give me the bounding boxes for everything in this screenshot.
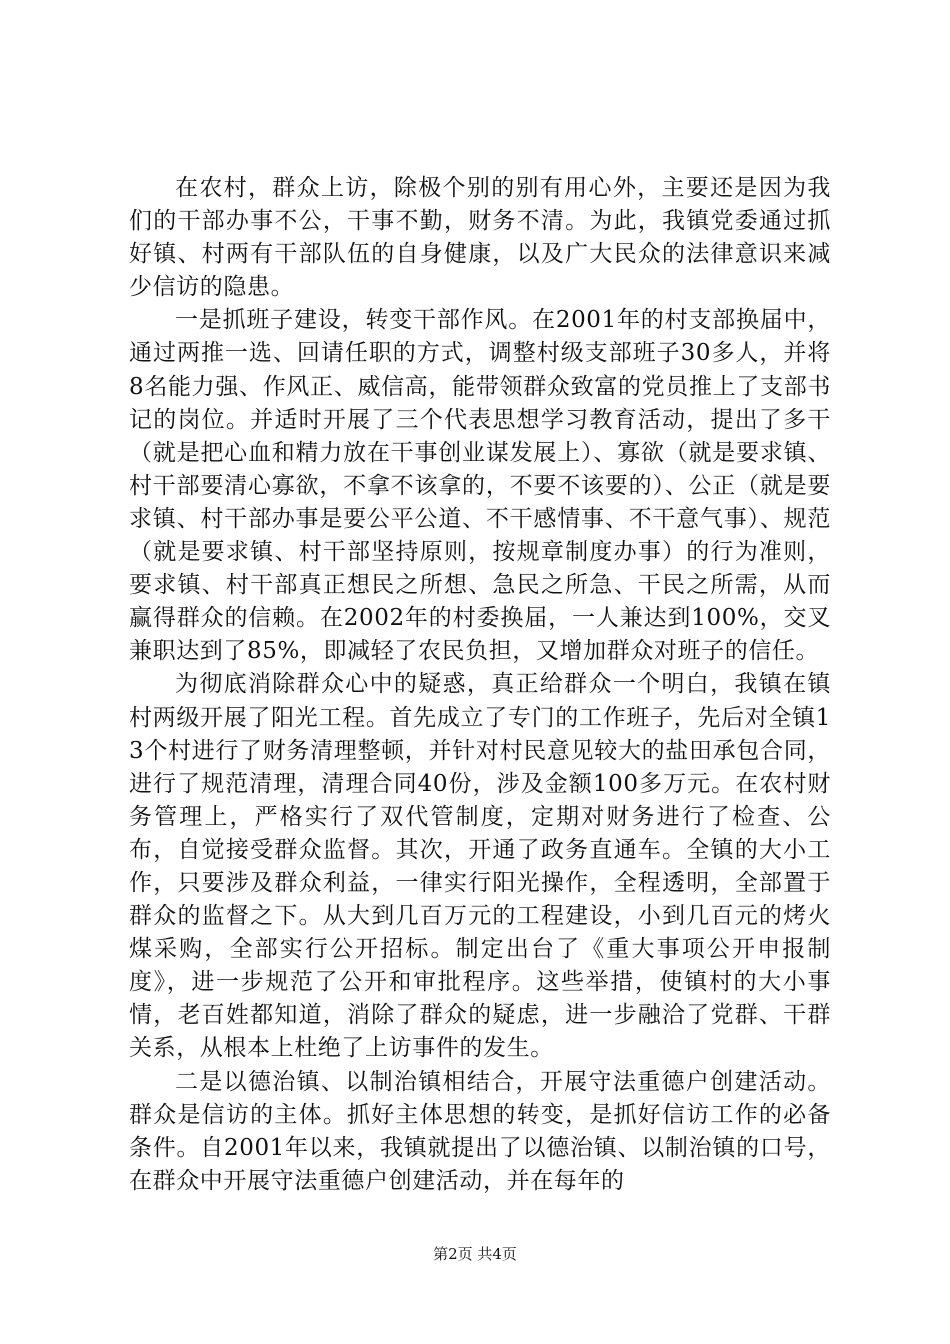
paragraph-intro: 在农村，群众上访，除极个别的别有用心外，主要还是因为我们的干部办事不公，干事不勤，财务不清。为此，我镇党委通过抓好镇、村两有干部队伍的自身健康，以及广大民众的法律意识来减少信访的隐患。 <box>129 175 831 301</box>
document-body <box>129 172 831 1198</box>
paragraph-team-building: 一是抓班子建设，转变干部作风。在2001年的村支部换届中，通过两推一选、回请任职的方式，调整村级支部班子30多人，并将8名能力强、作风正、威信高，能带领群众致富的党员推上了支部书记的岗位。并适时开展了三个代表思想学习教育活动，提出了多干（就是把心血和精力放在干事创业谋发展上）、寡欲（就是要求镇、村干部要清心寡欲，不拿不该拿的，不要不该要的）、公正（就是要求镇、村干部办事是要公平公道、不干感情事、不干意气事）、规范（就是要求镇、村干部坚持原则，按规章制度办事）的行为准则，要求镇、村干部真正想民之所想、急民之所急、干民之所需，从而赢得群众的信赖。在2002年的村委换届，一人兼达到100%，交叉兼职达到了85%，即减轻了农民负担，又增加群众对班子的信任。 <box>129 307 831 665</box>
paragraph-sunshine-project: 为彻底消除群众心中的疑惑，真正给群众一个明白，我镇在镇村两级开展了阳光工程。首先成立了专门的工作班子，先后对全镇13个村进行了财务清理整顿，并针对村民意见较大的盐田承包合同，进行了规范清理，清理合同40份，涉及金额100多万元。在农村财务管理上，严格实行了双代管制度，定期对财务进行了检查、公布，自觉接受群众监督。其次，开通了政务直通车。全镇的大小工作，只要涉及群众利益，一律实行阳光操作，全程透明，全部置于群众的监督之下。从大到几百万元的工程建设，小到几百元的烤火煤采购，全部实行公开招标。制定出台了《重大事项公开申报制度》，进一步规范了公开和审批程序。这些举措，使镇村的大小事情，老百姓都知道，消除了群众的疑虑，进一步融洽了党群、干群关系，从根本上杜绝了上访事件的发生。 <box>129 671 831 1062</box>
page-footer: 第2页 共4页 <box>433 1245 517 1263</box>
paragraph-rule-by-virtue: 二是以德治镇、以制治镇相结合，开展守法重德户创建活动。群众是信访的主体。抓好主体思想的转变，是抓好信访工作的必备条件。自2001年以来，我镇就提出了以德治镇、以制治镇的口号，在群众中开展守法重德户创建活动，并在每年的 <box>129 1068 831 1194</box>
